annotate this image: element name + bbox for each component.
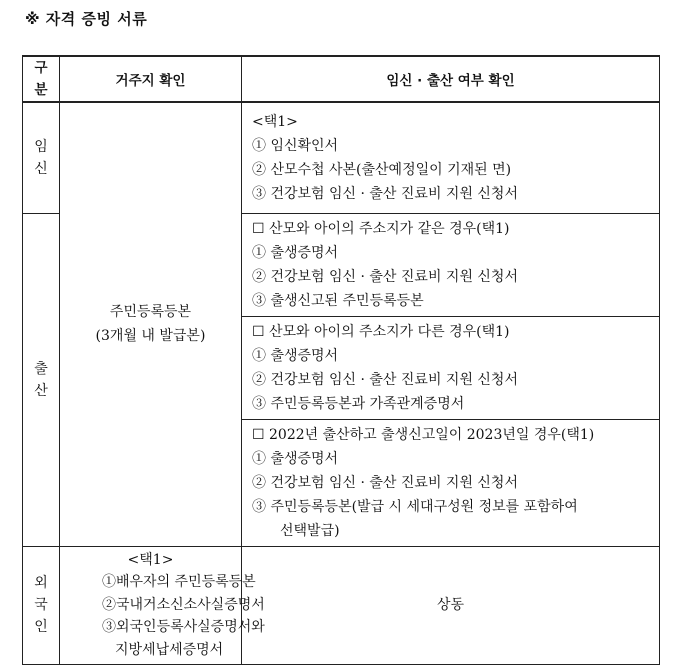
header-gubun: 구 분	[23, 56, 60, 102]
label-birth: 출 산	[23, 213, 60, 546]
eligibility-table	[22, 55, 660, 665]
residence-doc-note: (3개월 내 발급본)	[95, 328, 206, 345]
header-pregnancy-birth: 임신 · 출산 여부 확인	[242, 56, 660, 102]
residence-doc-name: 주민등록등본	[109, 304, 192, 321]
birth-2022-docs: ☐ 2022년 출산하고 출생신고일이 2023년일 경우(택1) ① 출생증명서 ② 건강보험 임신 · 출산 진료비 지원 신청서 ③ 주민등록등본(발급 시 세대구성원 정보를 포함하여 선택발급)	[242, 419, 660, 546]
birth-same-address-docs: ☐ 산모와 아이의 주소지가 같은 경우(택1) ① 출생증명서 ② 건강보험 임신 · 출산 진료비 지원 신청서 ③ 출생신고된 주민등록등본	[242, 213, 660, 316]
birth-different-address-docs: ☐ 산모와 아이의 주소지가 다른 경우(택1) ① 출생증명서 ② 건강보험 임신 · 출산 진료비 지원 신청서 ③ 주민등록등본과 가족관계증명서	[242, 316, 660, 419]
row-foreigner	[23, 546, 660, 664]
header-residence: 거주지 확인	[60, 56, 242, 102]
residence-doc-cell	[60, 102, 242, 546]
foreigner-pregnancy-docs: 상동	[242, 546, 660, 664]
page-title: ※ 자격 증빙 서류	[25, 10, 148, 28]
label-pregnancy: 임 신	[23, 102, 60, 213]
pregnancy-docs: <택1> ① 임신확인서 ② 산모수첩 사본(출산예정일이 기재된 면) ③ 건강보험 임신 · 출산 진료비 지원 신청서	[242, 102, 660, 213]
table-header-row	[23, 56, 660, 102]
row-pregnancy	[23, 102, 660, 213]
label-foreigner: 외 국 인	[23, 546, 60, 664]
foreigner-residence-docs: <택1> ①배우자의 주민등록등본 ②국내거소신소사실증명서 ③외국인등록사실증명서와 지방세납세증명서	[60, 546, 242, 664]
